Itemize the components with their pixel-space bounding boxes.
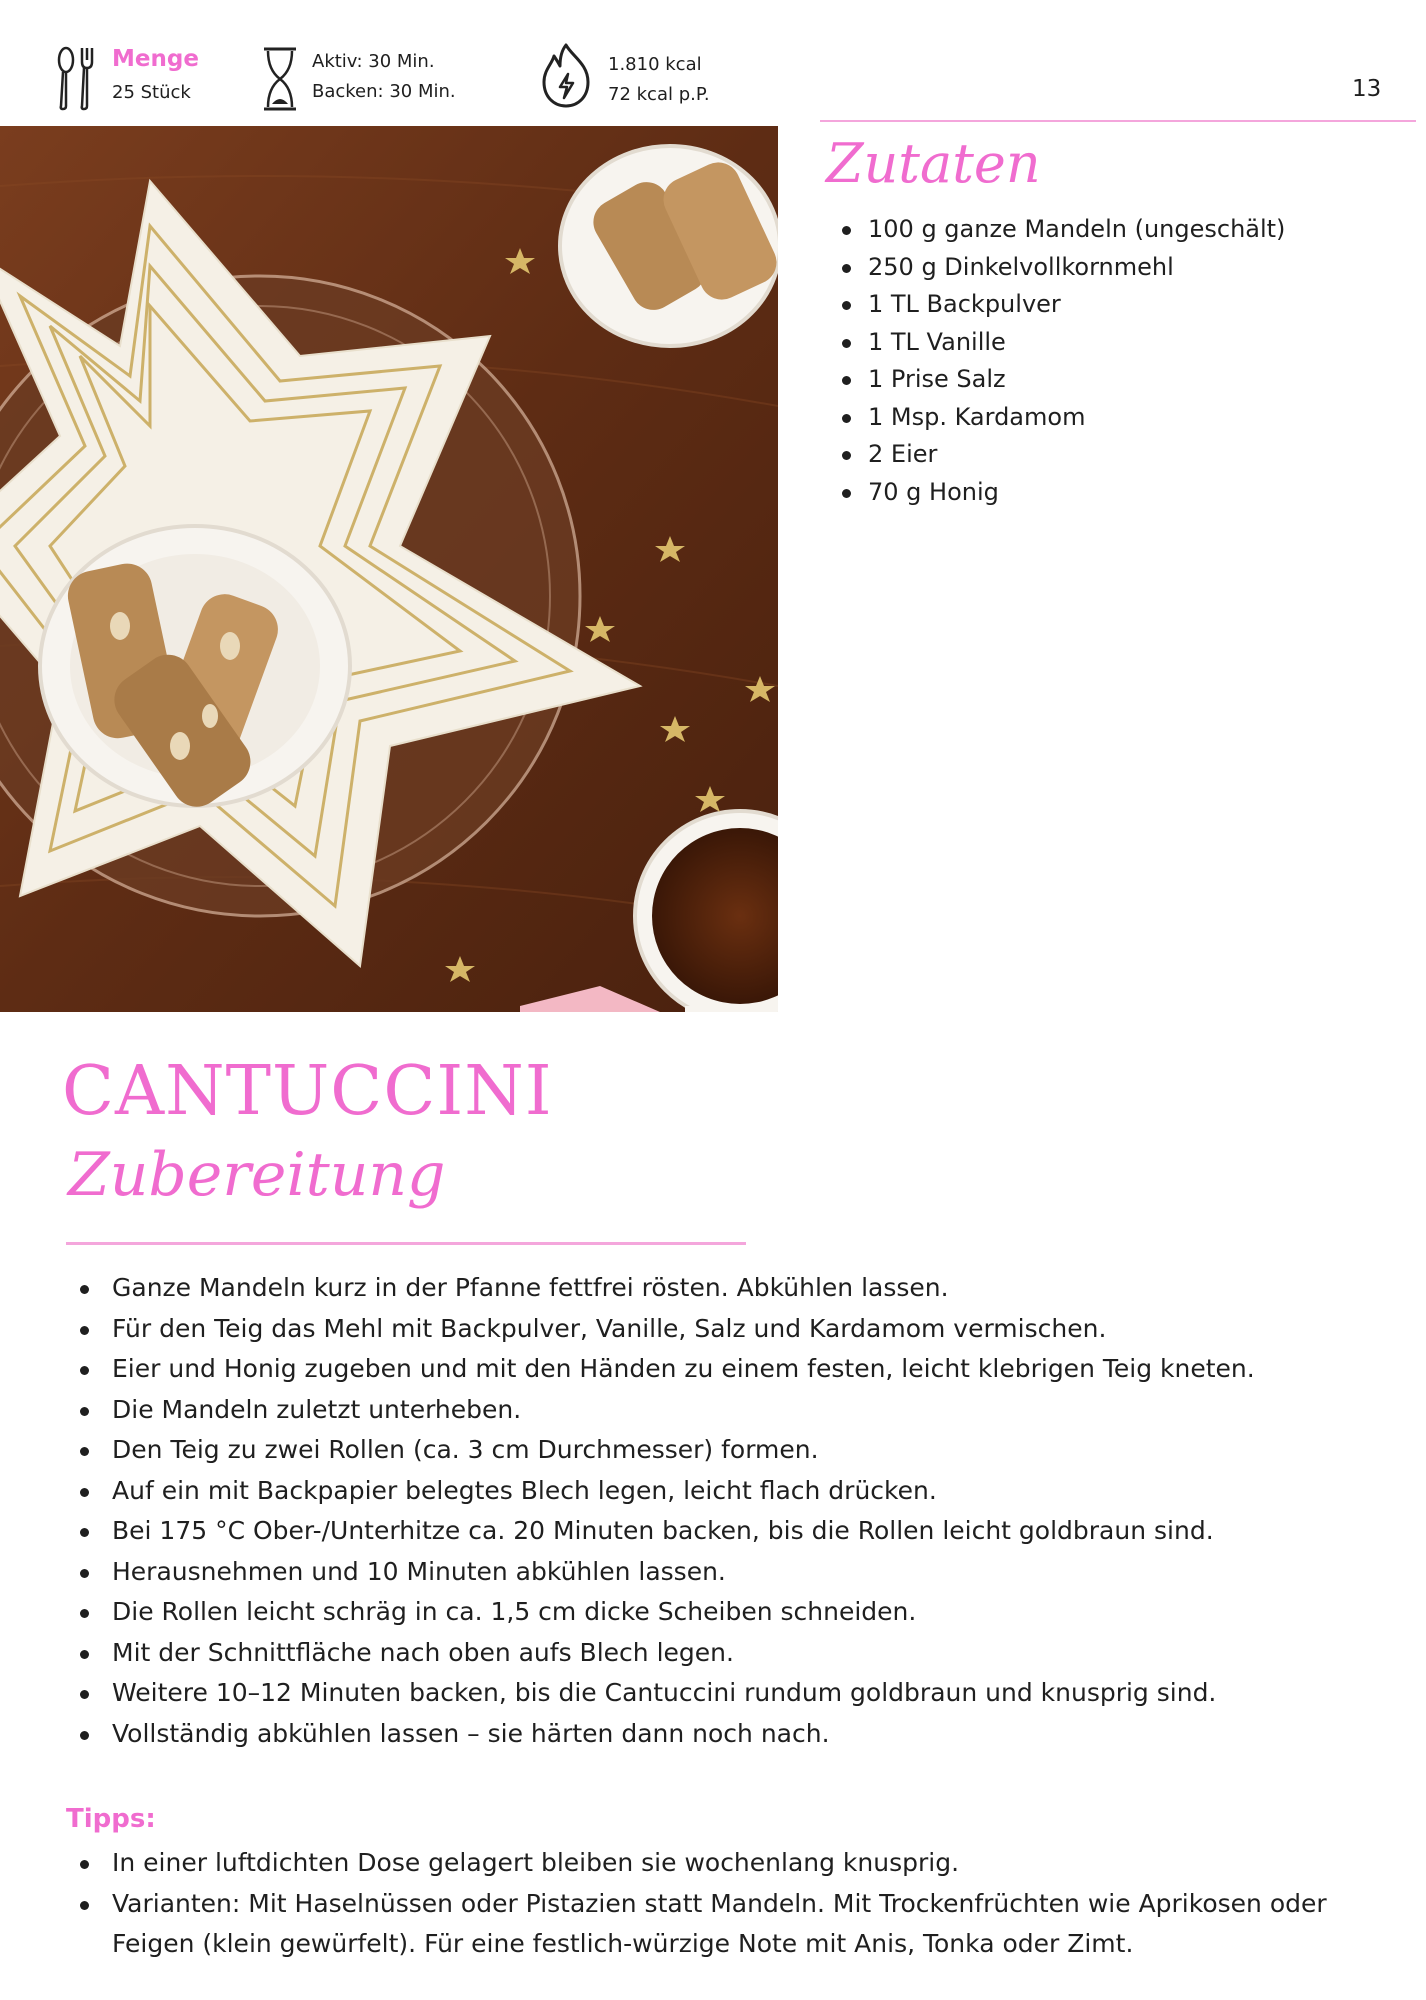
tip-item: Varianten: Mit Haselnüssen oder Pistazien statt Mandeln. Mit Trockenfrüchten wie Aprikosen oder Feigen (klein gewürfelt). Für eine festlich-würzige Note mit Anis, Tonka oder Zimt. — [66, 1884, 1356, 1965]
energy-per-person: 72 kcal p.P. — [608, 84, 710, 105]
hourglass-icon — [260, 46, 300, 112]
ingredient-item: 70 g Honig — [836, 474, 1396, 512]
step-item: Vollständig abkühlen lassen – sie härten dann noch nach. — [66, 1714, 1366, 1755]
step-item: Die Mandeln zuletzt unterheben. — [66, 1390, 1366, 1431]
step-item: Weitere 10–12 Minuten backen, bis die Cantuccini rundum goldbraun und knusprig sind. — [66, 1673, 1366, 1714]
info-time — [260, 44, 480, 116]
prep-heading: Zubereitung — [68, 1140, 446, 1210]
time-active: Aktiv: 30 Min. — [312, 51, 435, 72]
ingredient-item: 1 Prise Salz — [836, 361, 1396, 399]
amount-value: 25 Stück — [112, 82, 191, 103]
ingredient-item: 2 Eier — [836, 436, 1396, 474]
recipe-title: CANTUCCINI — [62, 1052, 553, 1131]
flame-icon — [538, 42, 594, 110]
prep-rule — [66, 1242, 746, 1245]
tips-list — [66, 1843, 1356, 1965]
ingredient-item: 250 g Dinkelvollkornmehl — [836, 249, 1396, 287]
step-item: Herausnehmen und 10 Minuten abkühlen lassen. — [66, 1552, 1366, 1593]
amount-label: Menge — [112, 46, 199, 72]
cutlery-icon — [56, 46, 96, 112]
tips-heading: Tipps: — [66, 1804, 156, 1834]
page-number: 13 — [1352, 76, 1382, 102]
step-item: Für den Teig das Mehl mit Backpulver, Vanille, Salz und Kardamom vermischen. — [66, 1309, 1366, 1350]
cantuccini-photo — [0, 126, 778, 1012]
time-bake: Backen: 30 Min. — [312, 81, 456, 102]
step-item: Auf ein mit Backpapier belegtes Blech legen, leicht flach drücken. — [66, 1471, 1366, 1512]
tip-item: In einer luftdichten Dose gelagert bleiben sie wochenlang knusprig. — [66, 1843, 1356, 1884]
ingredient-item: 1 TL Vanille — [836, 324, 1396, 362]
step-item: Ganze Mandeln kurz in der Pfanne fettfrei rösten. Abkühlen lassen. — [66, 1268, 1366, 1309]
ingredient-item: 1 Msp. Kardamom — [836, 399, 1396, 437]
step-item: Bei 175 °C Ober-/Unterhitze ca. 20 Minuten backen, bis die Rollen leicht goldbraun sind. — [66, 1511, 1366, 1552]
info-amount — [56, 44, 216, 116]
step-item: Die Rollen leicht schräg in ca. 1,5 cm dicke Scheiben schneiden. — [66, 1592, 1366, 1633]
ingredients-list — [836, 211, 1396, 511]
ingredient-item: 100 g ganze Mandeln (ungeschält) — [836, 211, 1396, 249]
info-energy — [538, 40, 758, 116]
step-item: Den Teig zu zwei Rollen (ca. 3 cm Durchmesser) formen. — [66, 1430, 1366, 1471]
step-item: Mit der Schnittfläche nach oben aufs Blech legen. — [66, 1633, 1366, 1674]
ingredient-item: 1 TL Backpulver — [836, 286, 1396, 324]
steps-list — [66, 1268, 1366, 1754]
step-item: Eier und Honig zugeben und mit den Händen zu einem festen, leicht klebrigen Teig kneten. — [66, 1349, 1366, 1390]
energy-total: 1.810 kcal — [608, 54, 702, 75]
ingredients-top-rule — [820, 120, 1416, 122]
ingredients-heading: Zutaten — [826, 132, 1041, 195]
recipe-photo — [0, 126, 778, 1012]
